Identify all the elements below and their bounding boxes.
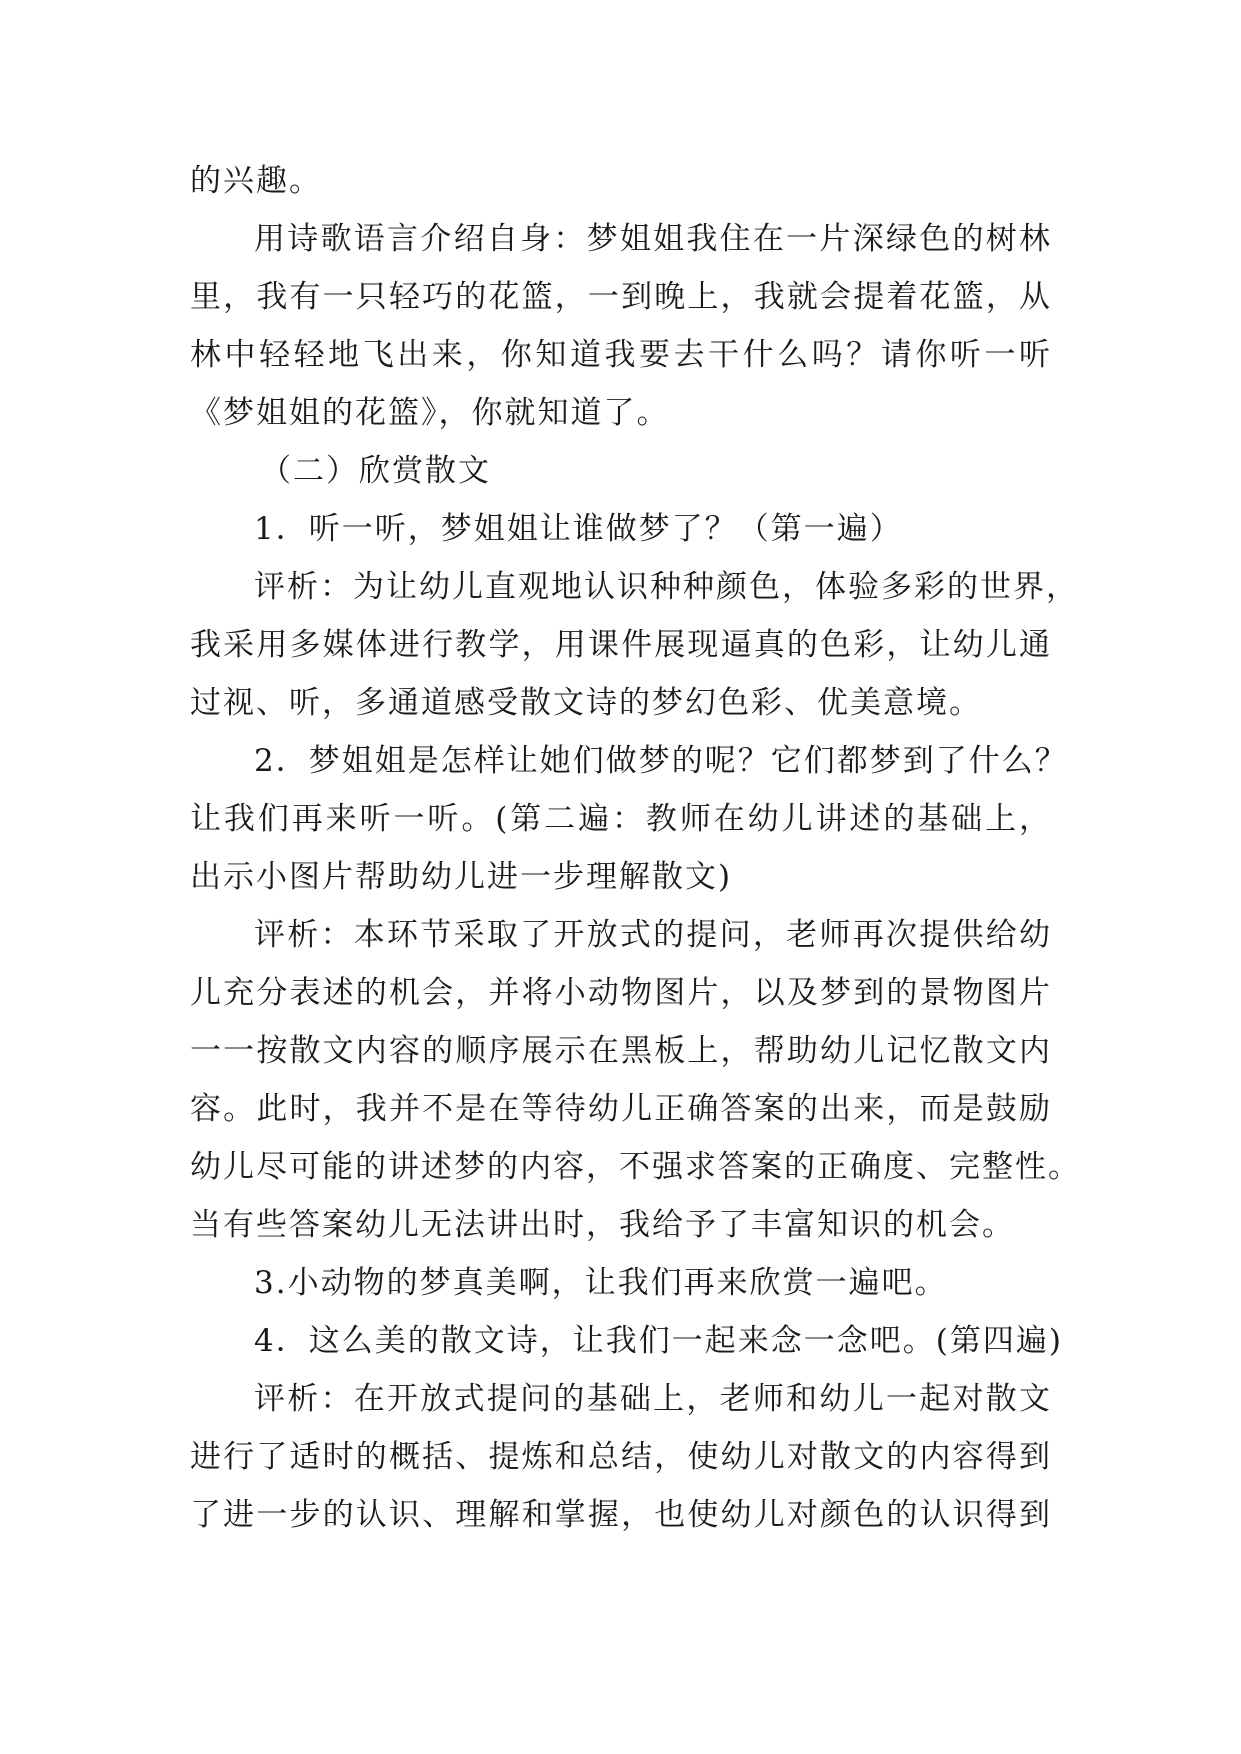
text-line: 出示小图片帮助幼儿进一步理解散文)	[190, 859, 733, 895]
text-line: 过视、听，多通道感受散文诗的梦幻色彩、优美意境。	[190, 685, 982, 721]
text-line: 2．梦姐姐是怎样让她们做梦的呢？它们都梦到了什么？	[254, 743, 1068, 779]
text-line: 一一按散文内容的顺序展示在黑板上，帮助幼儿记忆散文内	[190, 1033, 1052, 1069]
text-line: 林中轻轻地飞出来，你知道我要去干什么吗？请你听一听	[190, 337, 1052, 373]
text-line: 用诗歌语言介绍自身：梦姐姐我住在一片深绿色的树林	[254, 221, 1052, 257]
text-line: 里，我有一只轻巧的花篮，一到晚上，我就会提着花篮，从	[190, 279, 1052, 315]
text-line: 了进一步的认识、理解和掌握，也使幼儿对颜色的认识得到	[190, 1497, 1052, 1533]
text-line: 的兴趣。	[190, 163, 322, 199]
text-line: 我采用多媒体进行教学，用课件展现逼真的色彩，让幼儿通	[190, 627, 1052, 663]
text-line: （二）欣赏散文	[260, 453, 491, 489]
text-line: 容。此时，我并不是在等待幼儿正确答案的出来，而是鼓励	[190, 1091, 1052, 1127]
text-line: 《梦姐姐的花篮》，你就知道了。	[190, 395, 670, 431]
text-line: 3.小动物的梦真美啊，让我们再来欣赏一遍吧。	[254, 1265, 948, 1301]
body-text	[190, 152, 1081, 1544]
text-line: 幼儿尽可能的讲述梦的内容，不强求答案的正确度、完整性。	[190, 1149, 1081, 1185]
text-line: 当有些答案幼儿无法讲出时，我给予了丰富知识的机会。	[190, 1207, 1015, 1243]
text-line: 1．听一听，梦姐姐让谁做梦了？（第一遍）	[254, 511, 903, 547]
text-line: 评析：在开放式提问的基础上，老师和幼儿一起对散文	[254, 1381, 1052, 1417]
text-line: 让我们再来听一听。(第二遍：教师在幼儿讲述的基础上，	[190, 801, 1052, 837]
text-line: 进行了适时的概括、提炼和总结，使幼儿对散文的内容得到	[190, 1439, 1052, 1475]
text-line: 4．这么美的散文诗，让我们一起来念一念吧。(第四遍)	[254, 1323, 1063, 1359]
text-line: 儿充分表述的机会，并将小动物图片，以及梦到的景物图片	[190, 975, 1052, 1011]
text-line: 评析：本环节采取了开放式的提问，老师再次提供给幼	[254, 917, 1052, 953]
text-line: 评析：为让幼儿直观地认识种种颜色，体验多彩的世界，	[254, 569, 1079, 605]
